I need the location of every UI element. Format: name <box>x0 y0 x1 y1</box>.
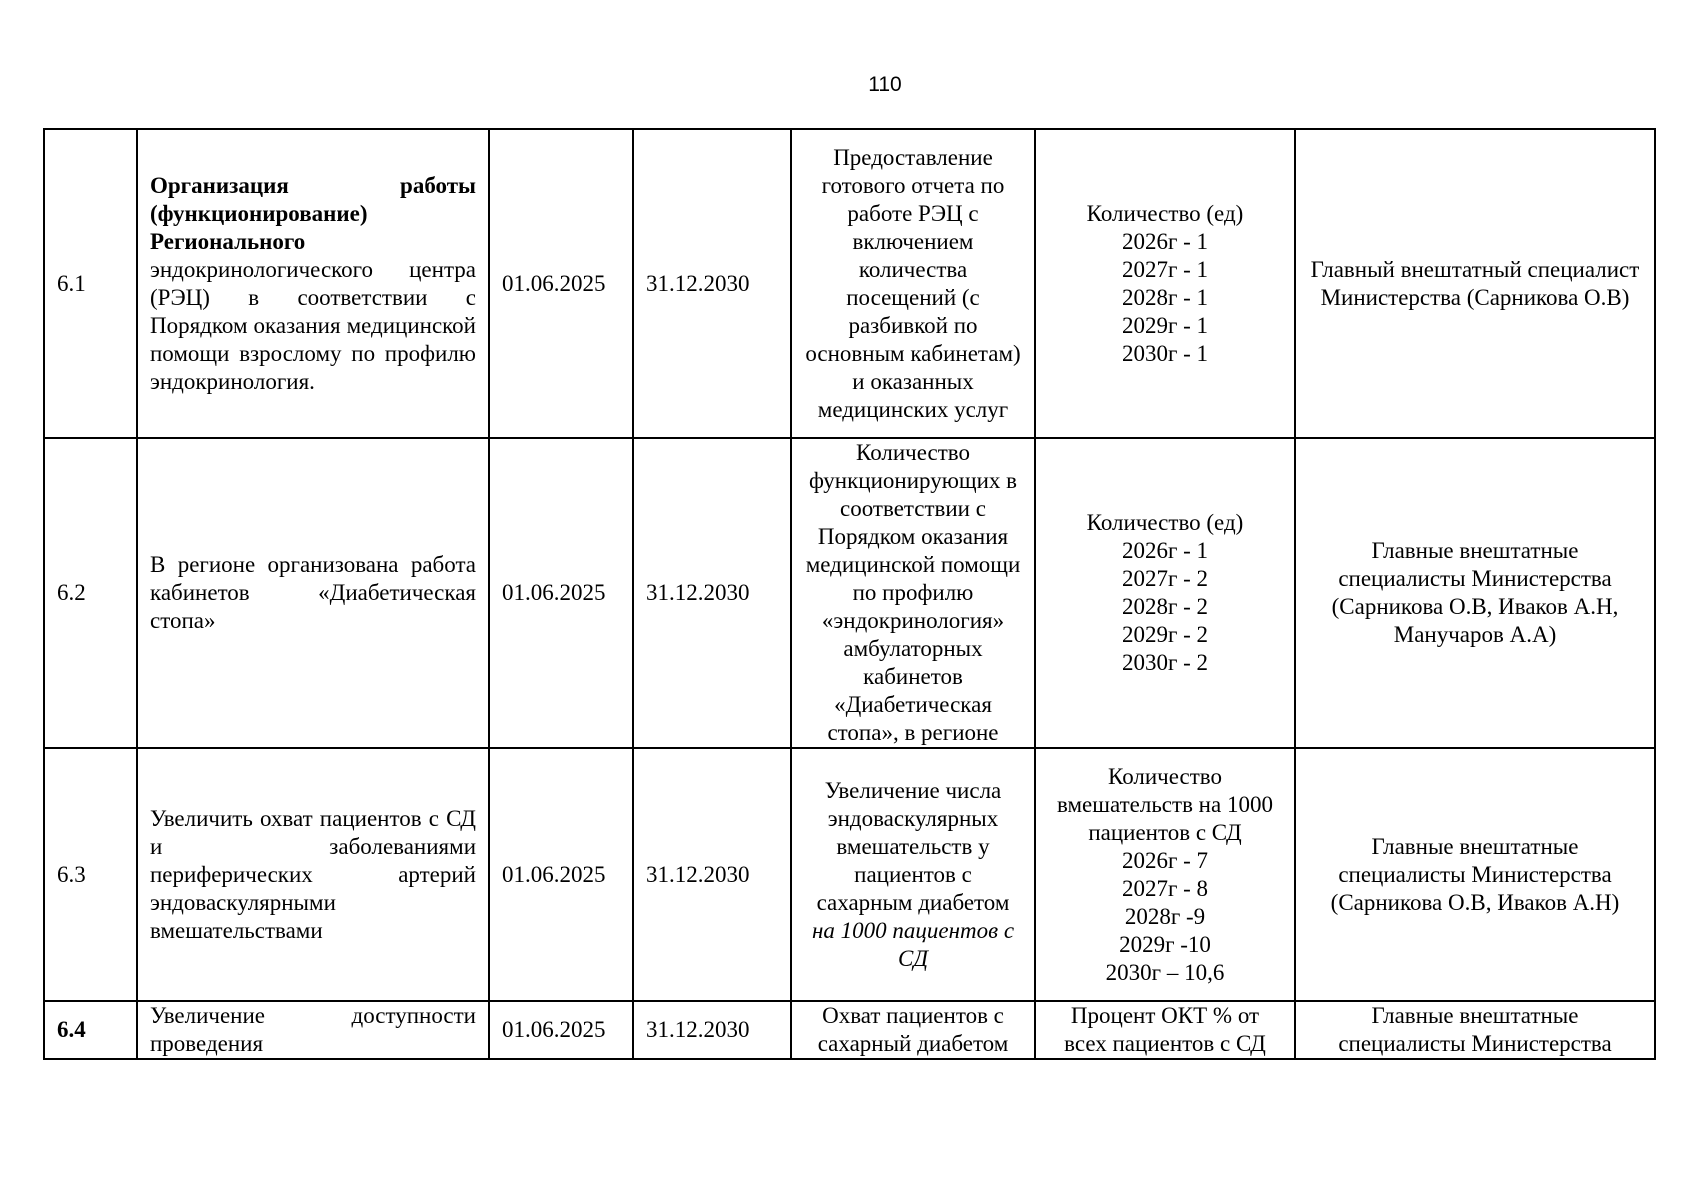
expected-result-text: Увеличение числа эндоваскулярных вмешательств у пациентов с сахарным диабетом <box>816 777 1010 915</box>
responsible: Главные внештатные специалисты Министерства (Сарникова О.В, Иваков А.Н, Манучаров А.А) <box>1295 438 1655 748</box>
indicator <box>1035 1001 1295 1059</box>
expected-result-italic: на 1000 пациентов с СД <box>811 917 1015 971</box>
expected-result: Количество функционирующих в соответствии с Порядком оказания медицинской помощи по профилю «эндокринология» амбулаторных кабинетов «Диабетическая стопа», в регионе <box>791 438 1035 748</box>
expected-result: Предоставление готового отчета по работе РЭЦ с включением количества посещений (с разбивкой по основным кабинетам) и оказанных медицинских услуг <box>791 129 1035 438</box>
indicator-line: 2028г - 1 <box>1121 284 1209 310</box>
indicator-line: 2028г -9 <box>1124 903 1206 929</box>
activity-description: Увеличить охват пациентов с СД и заболеваниями периферических артерий эндоваскулярными вмешательствами <box>137 748 489 1001</box>
row-number: 6.2 <box>44 438 137 748</box>
indicator-line: 2027г - 1 <box>1121 256 1209 282</box>
indicator-line: Количество (ед) <box>1086 510 1244 535</box>
table-row <box>44 748 1655 1001</box>
activity-description-text: эндокринологического центра (РЭЦ) в соответствии с Порядком оказания медицинской помощи взрослому по профилю эндокринология. <box>150 256 476 394</box>
indicator-line: Количество (ед) <box>1086 200 1244 226</box>
responsible: Главные внештатные специалисты Министерства (Сарникова О.В, Иваков А.Н) <box>1295 748 1655 1001</box>
row-number: 6.4 <box>44 1001 137 1059</box>
indicator-line: 2029г -10 <box>1119 931 1211 957</box>
expected-result: Охват пациентов с сахарный диабетом <box>791 1001 1035 1059</box>
responsible: Главные внештатные специалисты Министерства <box>1295 1001 1655 1059</box>
activity-description: Увеличение доступности проведения <box>137 1001 489 1059</box>
activity-description: В регионе организована работа кабинетов «Диабетическая стопа» <box>137 438 489 748</box>
expected-result <box>791 748 1035 1001</box>
start-date: 01.06.2025 <box>489 1001 633 1059</box>
indicator-line: 2028г - 2 <box>1121 594 1209 619</box>
end-date: 31.12.2030 <box>633 438 791 748</box>
indicator-line: Количество вмешательств на 1000 пациентов с СД <box>1057 763 1273 845</box>
table-row <box>44 129 1655 438</box>
indicator-line: 2026г - 1 <box>1121 228 1209 254</box>
end-date: 31.12.2030 <box>633 129 791 438</box>
page-number: 110 <box>868 73 902 96</box>
activity-description <box>137 129 489 438</box>
indicator-line: 2026г - 1 <box>1121 538 1209 563</box>
responsible: Главный внештатный специалист Министерства (Сарникова О.В) <box>1295 129 1655 438</box>
start-date: 01.06.2025 <box>489 438 633 748</box>
indicator-line: Процент ОКТ % от всех пациентов с СД <box>1064 1003 1266 1056</box>
indicator <box>1035 129 1295 438</box>
indicator <box>1035 748 1295 1001</box>
indicator-line: 2029г - 2 <box>1121 622 1209 647</box>
activities-table <box>43 128 1656 1060</box>
activity-description-bold: Организация работы (функционирование) Регионального <box>150 172 476 254</box>
start-date: 01.06.2025 <box>489 748 633 1001</box>
row-number: 6.1 <box>44 129 137 438</box>
indicator-line: 2030г - 1 <box>1121 340 1209 366</box>
end-date: 31.12.2030 <box>633 748 791 1001</box>
table-row <box>44 438 1655 748</box>
indicator-line: 2030г - 2 <box>1121 650 1209 675</box>
table-row <box>44 1001 1655 1059</box>
indicator <box>1035 438 1295 748</box>
indicator-line: 2027г - 8 <box>1121 875 1209 901</box>
indicator-line: 2026г - 7 <box>1121 847 1209 873</box>
indicator-line: 2027г - 2 <box>1121 566 1209 591</box>
row-number: 6.3 <box>44 748 137 1001</box>
indicator-line: 2030г – 10,6 <box>1105 959 1225 985</box>
start-date: 01.06.2025 <box>489 129 633 438</box>
end-date: 31.12.2030 <box>633 1001 791 1059</box>
indicator-line: 2029г - 1 <box>1121 312 1209 338</box>
